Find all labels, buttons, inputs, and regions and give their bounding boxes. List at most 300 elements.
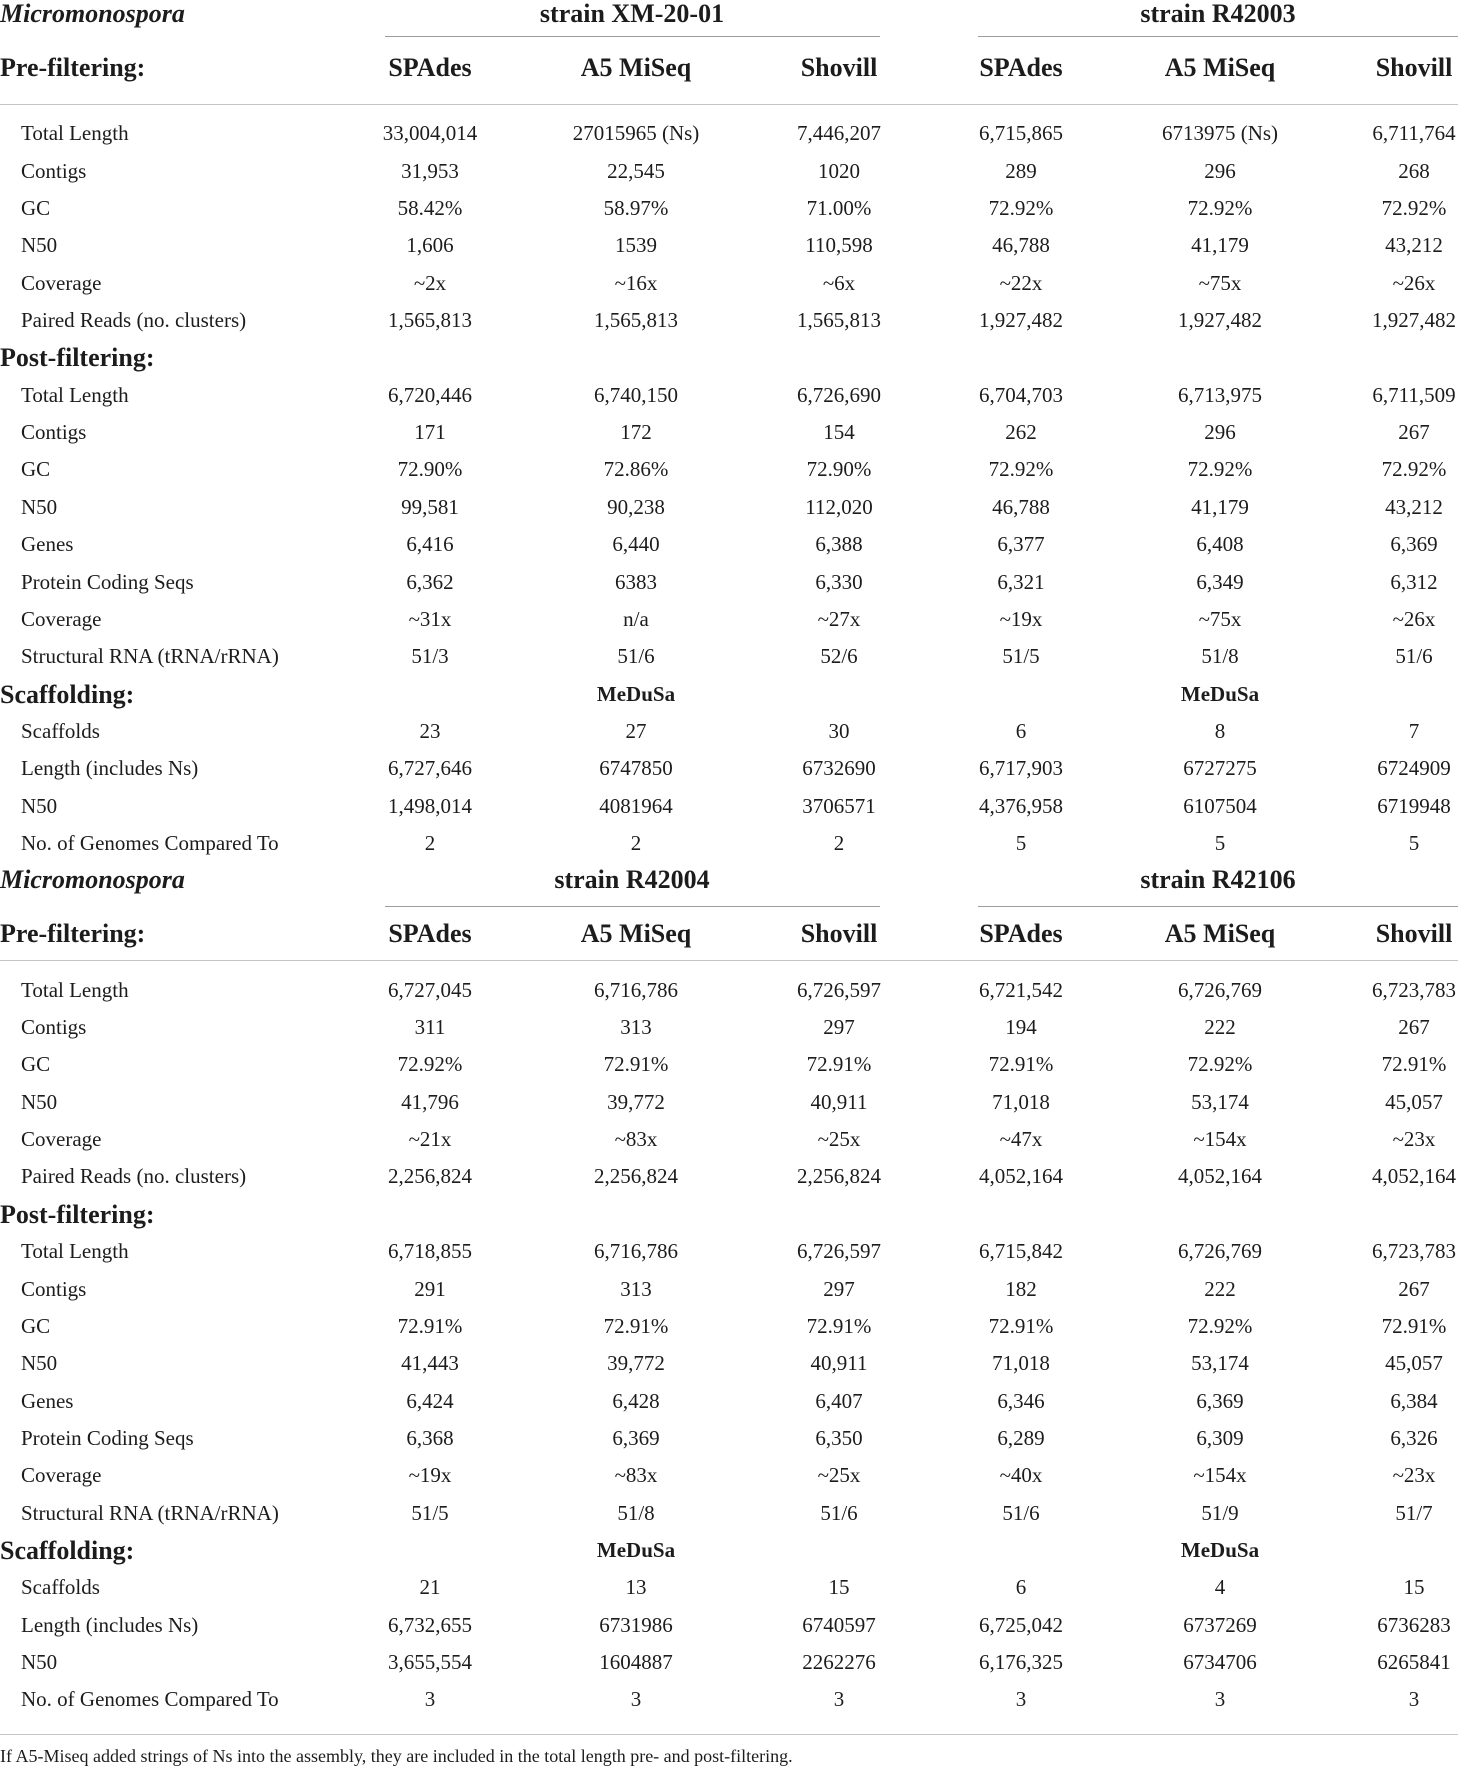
table-cell: 53,174 — [1191, 1089, 1249, 1114]
table-cell: 3 — [1015, 1687, 1027, 1712]
row-label: N50 — [21, 793, 58, 818]
table-cell: 6,711,509 — [1372, 382, 1456, 407]
table-cell: 72.86% — [603, 457, 669, 482]
table-cell: 6,416 — [406, 532, 454, 557]
table-cell: 2 — [630, 830, 642, 855]
table-cell: 41,179 — [1191, 494, 1249, 519]
scaffolder-label: MeDuSa — [596, 1537, 676, 1562]
table-row — [0, 115, 1460, 152]
row-label: N50 — [21, 1351, 58, 1376]
strain-header: strain R42004 — [554, 865, 710, 894]
table-cell: 7,446,207 — [797, 121, 881, 146]
table-cell: 72.92% — [988, 196, 1054, 221]
table-cell: 6,369 — [1390, 532, 1438, 557]
table-cell: 21 — [419, 1575, 441, 1600]
row-label: GC — [21, 196, 51, 221]
table-cell: ~75x — [1198, 606, 1242, 631]
table-cell: 6,726,690 — [797, 382, 881, 407]
table-cell: 296 — [1204, 420, 1236, 445]
section-header: Pre-filtering: — [0, 53, 146, 82]
row-label: Contigs — [21, 1276, 87, 1301]
table-row — [0, 1308, 1460, 1345]
table-cell: 1,565,813 — [388, 308, 472, 333]
assembler-header: Shovill — [1375, 919, 1453, 948]
table-cell: 39,772 — [607, 1089, 665, 1114]
table-row — [0, 451, 1460, 488]
table-cell: 3 — [424, 1687, 436, 1712]
table-cell: ~21x — [408, 1127, 452, 1152]
table-cell: 51/7 — [1395, 1500, 1433, 1525]
table-cell: 13 — [625, 1575, 647, 1600]
row-label: Contigs — [21, 1015, 87, 1040]
table-cell: 15 — [828, 1575, 850, 1600]
assembler-header: A5 MiSeq — [580, 919, 692, 948]
table-cell: 2 — [424, 830, 436, 855]
table-cell: 72.91% — [988, 1313, 1054, 1338]
table-cell: 6,408 — [1196, 532, 1244, 557]
table-cell: 71,018 — [992, 1351, 1050, 1376]
table-cell: 267 — [1398, 1276, 1430, 1301]
section-row — [0, 676, 1460, 713]
row-label: Coverage — [21, 1127, 102, 1152]
table-cell: ~25x — [817, 1463, 861, 1488]
table-cell: ~154x — [1193, 1463, 1247, 1488]
table-cell: 3,655,554 — [388, 1650, 472, 1675]
strain-underline — [385, 906, 880, 907]
table-row — [0, 1457, 1460, 1494]
table-cell: 296 — [1204, 158, 1236, 183]
table-cell: 31,953 — [401, 158, 459, 183]
table-cell: 5 — [1214, 830, 1226, 855]
row-label: N50 — [21, 233, 58, 258]
table-cell: 6736283 — [1377, 1612, 1451, 1637]
table-cell: 41,796 — [401, 1089, 459, 1114]
table-cell: 171 — [414, 420, 446, 445]
table-cell: 1604887 — [599, 1650, 673, 1675]
table-cell: 43,212 — [1385, 233, 1443, 258]
table-row — [0, 1046, 1460, 1083]
table-cell: 6,726,769 — [1178, 977, 1262, 1002]
table-cell: 6,368 — [406, 1425, 454, 1450]
row-label: Genes — [21, 1388, 74, 1413]
table-cell: 6,718,855 — [388, 1239, 472, 1264]
row-label: GC — [21, 1313, 51, 1338]
table-row — [0, 788, 1460, 825]
table-cell: ~83x — [614, 1127, 658, 1152]
table-row — [0, 713, 1460, 750]
table-cell: 6,326 — [1390, 1425, 1438, 1450]
scaffolder-label: MeDuSa — [1180, 681, 1260, 706]
table-cell: 72.91% — [1381, 1052, 1447, 1077]
table-cell: 6724909 — [1377, 756, 1451, 781]
row-label: Scaffolds — [21, 1575, 100, 1600]
strain-underline — [385, 36, 880, 37]
table-cell: 15 — [1403, 1575, 1425, 1600]
table-cell: 6,388 — [815, 532, 863, 557]
row-label: Protein Coding Seqs — [21, 1425, 194, 1450]
table-cell: 6,289 — [997, 1425, 1045, 1450]
table-cell: 6,716,786 — [594, 977, 678, 1002]
table-cell: 6,330 — [815, 569, 863, 594]
table-cell: 6727275 — [1183, 756, 1257, 781]
table-cell: 72.92% — [1381, 457, 1447, 482]
table-cell: 72.91% — [988, 1052, 1054, 1077]
table-cell: 22,545 — [607, 158, 665, 183]
assembler-header: SPAdes — [388, 919, 472, 948]
genus-label: Micromonospora — [0, 0, 185, 28]
table-row — [0, 564, 1460, 601]
table-cell: 297 — [823, 1276, 855, 1301]
footer-rule — [0, 1734, 1458, 1735]
table-cell: 6,713,975 — [1178, 382, 1262, 407]
table-cell: 45,057 — [1385, 1351, 1443, 1376]
assembler-header: Shovill — [800, 919, 878, 948]
row-label: Coverage — [21, 606, 102, 631]
strain-header: strain XM-20-01 — [539, 0, 725, 28]
table-cell: 1,606 — [406, 233, 454, 258]
table-cell: 27015965 (Ns) — [572, 121, 700, 146]
row-label: Contigs — [21, 420, 87, 445]
table-cell: 6731986 — [599, 1612, 673, 1637]
table-cell: 41,179 — [1191, 233, 1249, 258]
table-cell: 51/6 — [1395, 644, 1433, 669]
row-label: Contigs — [21, 158, 87, 183]
table-cell: 27 — [625, 718, 647, 743]
table-row — [0, 1121, 1460, 1158]
table-cell: 6,711,764 — [1372, 121, 1456, 146]
table-cell: 4,052,164 — [1372, 1164, 1456, 1189]
table-cell: 39,772 — [607, 1351, 665, 1376]
row-label: Structural RNA (tRNA/rRNA) — [21, 644, 279, 669]
table-cell: 72.92% — [397, 1052, 463, 1077]
table-row — [0, 1233, 1460, 1270]
table-cell: 1,927,482 — [1178, 308, 1262, 333]
table-cell: 6265841 — [1377, 1650, 1451, 1675]
table-cell: 46,788 — [992, 494, 1050, 519]
table-cell: 7 — [1408, 718, 1420, 743]
table-cell: ~75x — [1198, 270, 1242, 295]
table-cell: 6,346 — [997, 1388, 1045, 1413]
table-row — [0, 1271, 1460, 1308]
assembler-header: Shovill — [800, 53, 878, 82]
section-header: Pre-filtering: — [0, 919, 146, 948]
table-cell: 3 — [1214, 1687, 1226, 1712]
table-cell: 6,349 — [1196, 569, 1244, 594]
table-cell: 6,723,783 — [1372, 977, 1456, 1002]
table-cell: 2,256,824 — [797, 1164, 881, 1189]
table-row — [0, 227, 1460, 264]
table-cell: 2 — [833, 830, 845, 855]
row-label: GC — [21, 457, 51, 482]
table-cell: 6,721,542 — [979, 977, 1063, 1002]
table-cell: ~2x — [413, 270, 447, 295]
table-cell: 313 — [620, 1015, 652, 1040]
assembler-header: SPAdes — [388, 53, 472, 82]
table-cell: 6,369 — [612, 1425, 660, 1450]
row-label: Scaffolds — [21, 718, 100, 743]
table-cell: 72.90% — [806, 457, 872, 482]
table-cell: 262 — [1005, 420, 1037, 445]
row-label: GC — [21, 1052, 51, 1077]
table-row — [0, 1084, 1460, 1121]
table-cell: 6,362 — [406, 569, 454, 594]
table-cell: 6,384 — [1390, 1388, 1438, 1413]
table-cell: 6,716,786 — [594, 1239, 678, 1264]
table-cell: 51/8 — [617, 1500, 655, 1525]
table-cell: 72.91% — [806, 1052, 872, 1077]
table-row — [0, 1420, 1460, 1457]
table-cell: 313 — [620, 1276, 652, 1301]
table-cell: 72.92% — [1187, 457, 1253, 482]
table-cell: 6383 — [615, 569, 657, 594]
table-row — [0, 1607, 1460, 1644]
row-label: Total Length — [21, 121, 129, 146]
table-cell: 6,369 — [1196, 1388, 1244, 1413]
table-cell: ~26x — [1392, 270, 1436, 295]
table-cell: 72.91% — [806, 1313, 872, 1338]
table-row — [0, 638, 1460, 675]
table-cell: 3 — [833, 1687, 845, 1712]
table-footnote: If A5-Miseq added strings of Ns into the assembly, they are included in the total length pre- and post-filtering. — [0, 1746, 793, 1766]
table-cell: 99,581 — [401, 494, 459, 519]
row-label: Structural RNA (tRNA/rRNA) — [21, 1500, 279, 1525]
table-cell: 154 — [823, 420, 855, 445]
table-cell: 72.91% — [603, 1313, 669, 1338]
table-cell: 52/6 — [820, 644, 858, 669]
strain-header: strain R42106 — [1140, 865, 1296, 894]
table-cell: 6,350 — [815, 1425, 863, 1450]
section-row — [0, 1196, 1460, 1233]
table-cell: 5 — [1408, 830, 1420, 855]
table-cell: 1,565,813 — [797, 308, 881, 333]
table-cell: ~23x — [1392, 1127, 1436, 1152]
row-label: No. of Genomes Compared To — [21, 1687, 279, 1712]
table-cell: 2262276 — [802, 1650, 876, 1675]
table-cell: 172 — [620, 420, 652, 445]
table-cell: 182 — [1005, 1276, 1037, 1301]
table-row — [0, 1383, 1460, 1420]
strain-header: strain R42003 — [1140, 0, 1296, 28]
table-cell: 4081964 — [599, 793, 673, 818]
table-cell: 6,407 — [815, 1388, 863, 1413]
column-header-row — [0, 919, 1460, 949]
table-cell: 51/3 — [411, 644, 449, 669]
table-cell: 6,726,597 — [797, 1239, 881, 1264]
assembler-header: A5 MiSeq — [1164, 919, 1276, 948]
scaffolder-label: MeDuSa — [596, 681, 676, 706]
table-cell: 8 — [1214, 718, 1226, 743]
table-row — [0, 526, 1460, 563]
table-cell: 3706571 — [802, 793, 876, 818]
table-cell: 23 — [419, 718, 441, 743]
table-cell: 6,717,903 — [979, 756, 1063, 781]
assembler-header: A5 MiSeq — [580, 53, 692, 82]
row-label: Total Length — [21, 977, 129, 1002]
table-cell: 6,732,655 — [388, 1612, 472, 1637]
table-cell: 71,018 — [992, 1089, 1050, 1114]
table-cell: 194 — [1005, 1015, 1037, 1040]
table-cell: 1020 — [818, 158, 860, 183]
row-label: Protein Coding Seqs — [21, 569, 194, 594]
assembler-header: Shovill — [1375, 53, 1453, 82]
scaffolder-label: MeDuSa — [1180, 1537, 1260, 1562]
table-cell: 1,927,482 — [1372, 308, 1456, 333]
table-row — [0, 302, 1460, 339]
section-header: Post-filtering: — [0, 343, 155, 373]
table-cell: 72.91% — [603, 1052, 669, 1077]
table-cell: 6107504 — [1183, 793, 1257, 818]
table-cell: ~27x — [817, 606, 861, 631]
table-cell: ~154x — [1193, 1127, 1247, 1152]
table-cell: 110,598 — [805, 233, 873, 258]
table-cell: 6,740,150 — [594, 382, 678, 407]
table-cell: 71.00% — [806, 196, 872, 221]
table-cell: ~25x — [817, 1127, 861, 1152]
table-row — [0, 1569, 1460, 1606]
section-header: Scaffolding: — [0, 1535, 135, 1565]
table-row — [0, 153, 1460, 190]
table-row — [0, 1644, 1460, 1681]
table-row — [0, 377, 1460, 414]
section-row — [0, 1532, 1460, 1569]
table-cell: 2,256,824 — [388, 1164, 472, 1189]
section-header: Scaffolding: — [0, 679, 135, 709]
row-label: Total Length — [21, 1239, 129, 1264]
table-cell: 6,312 — [1390, 569, 1438, 594]
table-row — [0, 825, 1460, 862]
table-cell: 222 — [1204, 1015, 1236, 1040]
table-cell: 112,020 — [805, 494, 873, 519]
table-cell: 6747850 — [599, 756, 673, 781]
table-cell: 51/6 — [820, 1500, 858, 1525]
table-cell: ~47x — [999, 1127, 1043, 1152]
row-label: Length (includes Ns) — [21, 1612, 199, 1637]
table-cell: 6740597 — [802, 1612, 876, 1637]
table-cell: 6,727,045 — [388, 977, 472, 1002]
table-cell: 267 — [1398, 1015, 1430, 1040]
table-cell: 51/6 — [1002, 1500, 1040, 1525]
table-cell: 4 — [1214, 1575, 1226, 1600]
strain-header-row — [0, 0, 1460, 28]
assembler-header: SPAdes — [979, 919, 1063, 948]
table-cell: 6,723,783 — [1372, 1239, 1456, 1264]
table-cell: 268 — [1398, 158, 1430, 183]
assembler-header: A5 MiSeq — [1164, 53, 1276, 82]
table-cell: 222 — [1204, 1276, 1236, 1301]
column-header-row — [0, 53, 1460, 83]
table-cell: 45,057 — [1385, 1089, 1443, 1114]
table-cell: 267 — [1398, 420, 1430, 445]
table-cell: 6,440 — [612, 532, 660, 557]
table-cell: 6 — [1015, 1575, 1027, 1600]
row-label: Total Length — [21, 382, 129, 407]
table-cell: 6,424 — [406, 1388, 454, 1413]
table-cell: 72.92% — [1187, 1052, 1253, 1077]
table-cell: 6,715,842 — [979, 1239, 1063, 1264]
table-cell: 4,052,164 — [1178, 1164, 1262, 1189]
table-cell: ~19x — [999, 606, 1043, 631]
table-cell: 1,498,014 — [388, 793, 472, 818]
table-cell: 41,443 — [401, 1351, 459, 1376]
table-cell: 297 — [823, 1015, 855, 1040]
table-cell: 5 — [1015, 830, 1027, 855]
table-cell: 51/5 — [411, 1500, 449, 1525]
table-row — [0, 601, 1460, 638]
table-row — [0, 1495, 1460, 1532]
table-cell: 43,212 — [1385, 494, 1443, 519]
table-cell: 6,321 — [997, 569, 1045, 594]
table-cell: 40,911 — [810, 1089, 868, 1114]
table-cell: 51/8 — [1201, 644, 1239, 669]
table-cell: 6719948 — [1377, 793, 1451, 818]
table-row — [0, 414, 1460, 451]
table-cell: 6732690 — [802, 756, 876, 781]
table-cell: 4,052,164 — [979, 1164, 1063, 1189]
table-cell: 2,256,824 — [594, 1164, 678, 1189]
table-cell: 289 — [1005, 158, 1037, 183]
row-label: No. of Genomes Compared To — [21, 830, 279, 855]
table-cell: 72.92% — [988, 457, 1054, 482]
table-cell: ~22x — [999, 270, 1043, 295]
table-cell: 1,565,813 — [594, 308, 678, 333]
table-cell: 72.92% — [1187, 196, 1253, 221]
table-cell: 46,788 — [992, 233, 1050, 258]
table-cell: 33,004,014 — [382, 121, 478, 146]
table-cell: 90,238 — [607, 494, 665, 519]
table-row — [0, 1681, 1460, 1718]
table-cell: 6,720,446 — [388, 382, 472, 407]
table-cell: 72.91% — [1381, 1313, 1447, 1338]
row-label: Length (includes Ns) — [21, 756, 199, 781]
table-cell: 6,377 — [997, 532, 1045, 557]
table-cell: 51/5 — [1002, 644, 1040, 669]
assembler-header: SPAdes — [979, 53, 1063, 82]
table-cell: ~31x — [408, 606, 452, 631]
row-label: N50 — [21, 1650, 58, 1675]
table-row — [0, 265, 1460, 302]
table-cell: 53,174 — [1191, 1351, 1249, 1376]
table-cell: 30 — [828, 718, 850, 743]
table-cell: n/a — [623, 606, 649, 631]
table-row — [0, 750, 1460, 787]
genus-label: Micromonospora — [0, 865, 185, 894]
row-label: N50 — [21, 494, 58, 519]
table-cell: 51/6 — [617, 644, 655, 669]
row-label: Genes — [21, 532, 74, 557]
table-cell: ~16x — [614, 270, 658, 295]
table-cell: 4,376,958 — [979, 793, 1063, 818]
table-cell: 1539 — [615, 233, 657, 258]
table-cell: 40,911 — [810, 1351, 868, 1376]
table-cell: 6,725,042 — [979, 1612, 1063, 1637]
table-cell: ~6x — [822, 270, 856, 295]
table-cell: 58.97% — [603, 196, 669, 221]
row-label: N50 — [21, 1089, 58, 1114]
table-cell: 6 — [1015, 718, 1027, 743]
header-rule — [0, 960, 1458, 961]
strain-underline — [978, 36, 1458, 37]
strain-underline — [978, 906, 1458, 907]
header-rule — [0, 104, 1458, 105]
table-cell: 6737269 — [1183, 1612, 1257, 1637]
strain-header-row — [0, 866, 1460, 894]
table-cell: ~40x — [999, 1463, 1043, 1488]
row-label: Coverage — [21, 270, 102, 295]
table-cell: 6734706 — [1183, 1650, 1257, 1675]
table-cell: 51/9 — [1201, 1500, 1239, 1525]
section-header: Post-filtering: — [0, 1199, 155, 1229]
table-cell: 6,704,703 — [979, 382, 1063, 407]
